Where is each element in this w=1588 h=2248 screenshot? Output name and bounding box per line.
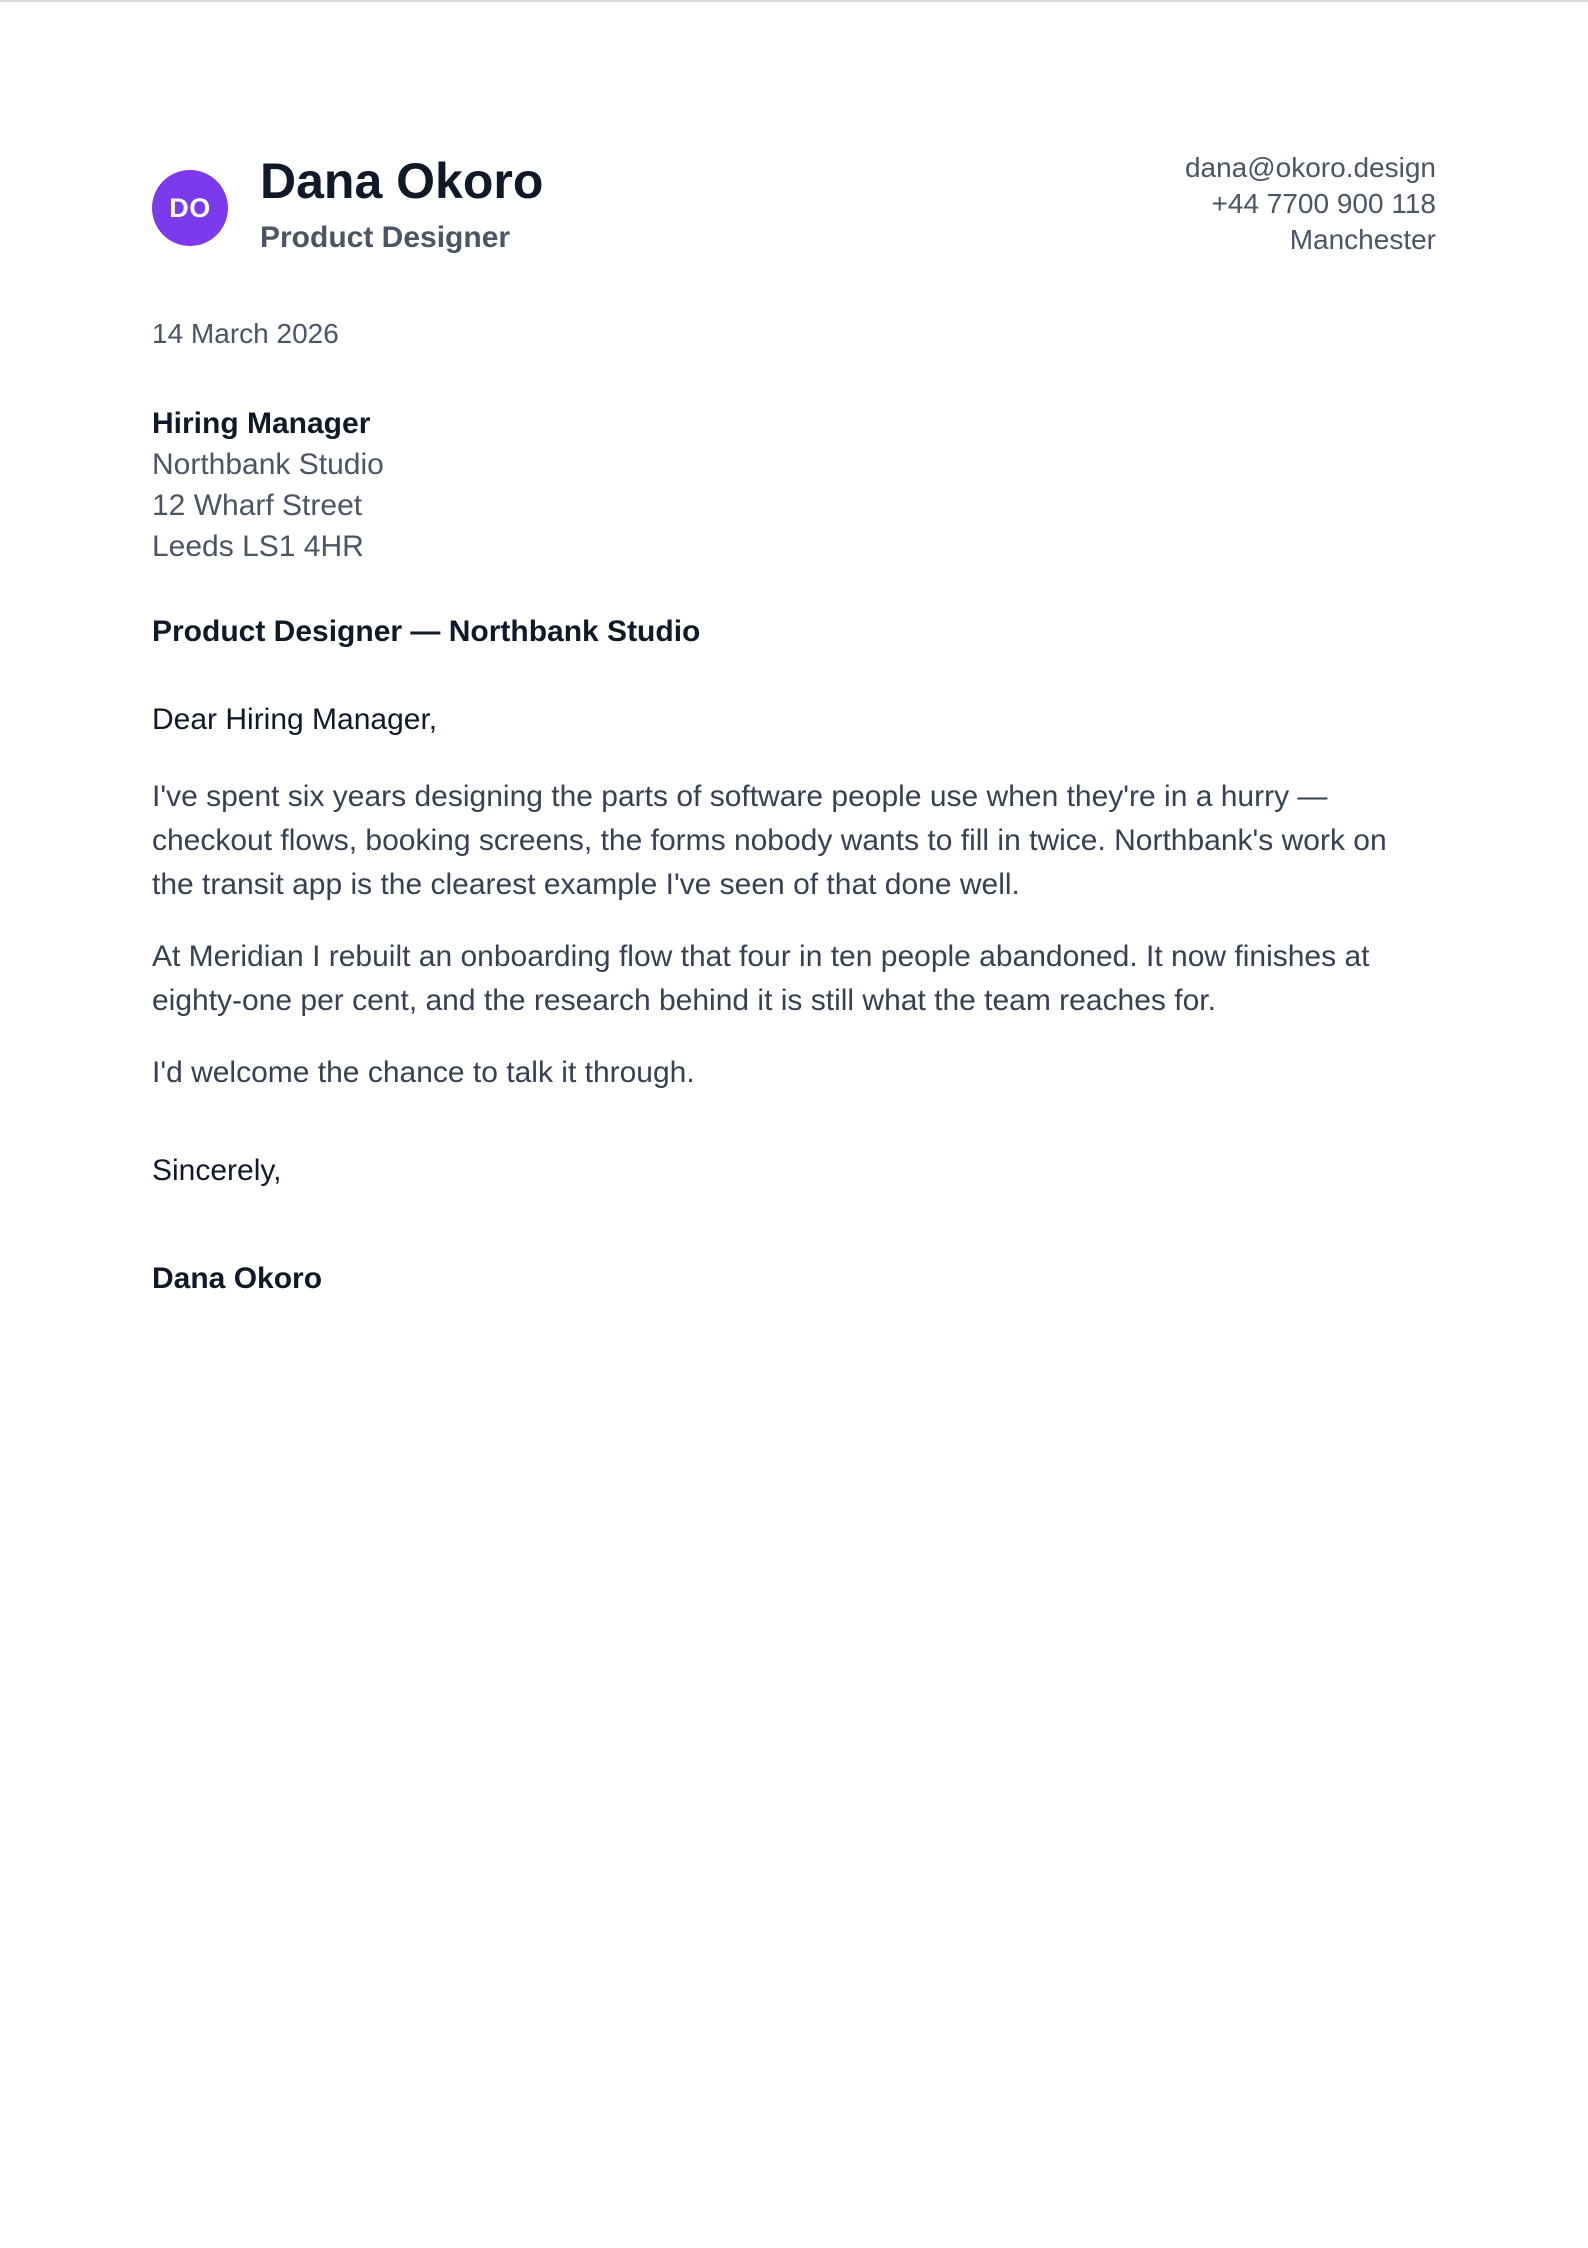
top-divider — [0, 0, 1588, 2]
recipient-name: Hiring Manager — [152, 407, 371, 440]
letter-date: 14 March 2026 — [152, 318, 339, 349]
body-paragraph: I'd welcome the chance to talk it through. — [152, 1056, 695, 1089]
letterhead — [152, 150, 1436, 270]
letter-body — [152, 775, 1436, 1123]
contact-phone: +44 7700 900 118 — [1211, 188, 1436, 219]
subject-line: Product Designer — Northbank Studio — [152, 615, 701, 648]
recipient-company: Northbank Studio — [152, 448, 384, 481]
recipient-city: Leeds LS1 4HR — [152, 530, 364, 563]
body-paragraph: I've spent six years designing the parts of software people use when they're in a hurry — checkout flows, booking screens, the forms nobody wants to fill in twice. Northbank's work on the transit app is the clearest example I've seen of that done well. — [152, 780, 1387, 901]
sender-name: Dana Okoro — [260, 153, 544, 209]
sender-role: Product Designer — [260, 221, 511, 254]
avatar: DO — [152, 170, 228, 246]
signature-name: Dana Okoro — [152, 1262, 323, 1295]
closing: Sincerely, — [152, 1154, 282, 1187]
recipient-block — [152, 403, 384, 567]
contact-city: Manchester — [1289, 224, 1436, 255]
contact-block — [1185, 150, 1436, 258]
recipient-street: 12 Wharf Street — [152, 489, 363, 522]
contact-email: dana@okoro.design — [1184, 152, 1436, 183]
body-paragraph: At Meridian I rebuilt an onboarding flow that four in ten people abandoned. It now finishes at eighty-one per cent, and the research behind it is still what the team reaches for. — [152, 940, 1370, 1017]
salutation: Dear Hiring Manager, — [152, 703, 438, 736]
